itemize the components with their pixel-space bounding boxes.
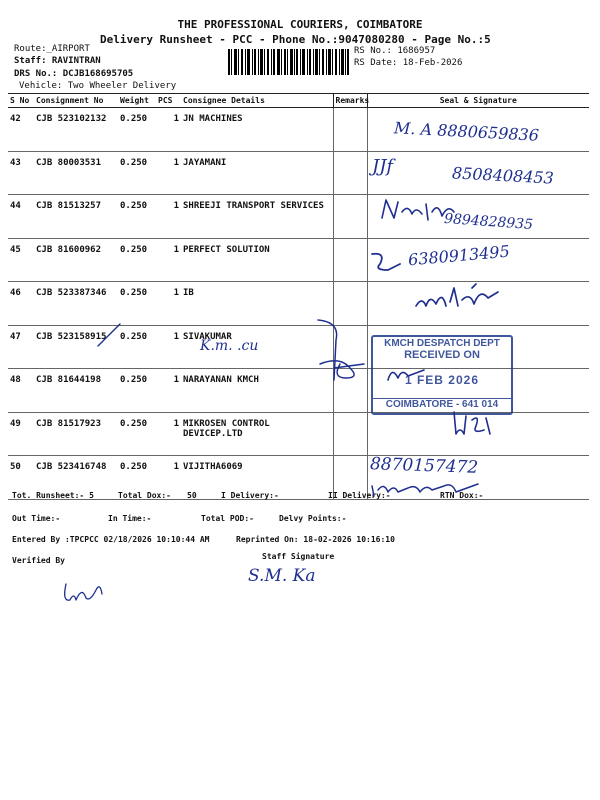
- drs-number: DRS No.: DCJB168695705: [14, 69, 134, 79]
- col-remarks: Remarks: [333, 94, 367, 108]
- handwritten-sign-42: M. A 8880659836: [393, 118, 540, 145]
- cell-consignment: CJB 81644198: [34, 369, 118, 413]
- cell-consignee: PERFECT SOLUTION: [181, 238, 333, 282]
- ii-delivery: II Delivery:-: [328, 491, 391, 500]
- table-row: [8, 412, 589, 456]
- cell-pcs: 1: [156, 369, 181, 413]
- cell-weight: 0.250: [118, 151, 156, 195]
- handwritten-name-50: [368, 476, 488, 498]
- staff-label: Staff: RAVINTRAN: [14, 56, 101, 66]
- staff-signature: S.M. Ka: [248, 566, 316, 586]
- handwritten-stamp-scribble-48: [384, 362, 454, 386]
- cell-weight: 0.250: [118, 282, 156, 326]
- cell-consignment: CJB 81600962: [34, 238, 118, 282]
- verified-by-signature: [60, 572, 110, 612]
- handwritten-remark-47: K.m. .cu: [200, 338, 259, 354]
- stamp-date: 1 FEB 2026: [404, 373, 480, 387]
- cell-weight: 0.250: [118, 238, 156, 282]
- cell-consignee: JAYAMANI: [181, 151, 333, 195]
- cell-sno: 45: [8, 238, 34, 282]
- cell-consignment: CJB 81517923: [34, 412, 118, 456]
- reprinted-on: Reprinted On: 18-02-2026 10:16:10: [236, 535, 395, 544]
- col-sno: S No: [8, 94, 34, 108]
- cell-sno: 50: [8, 456, 34, 500]
- cell-pcs: 1: [156, 108, 181, 152]
- handwritten-initials-49: [446, 408, 496, 438]
- cell-remarks: [333, 238, 367, 282]
- delvy-points: Delvy Points:-: [279, 514, 347, 523]
- rs-number: RS No.: 1686957: [354, 46, 436, 56]
- cell-consignee: SHREEJI TRANSPORT SERVICES: [181, 195, 333, 239]
- verified-by-label: Verified By: [12, 556, 65, 565]
- cell-remarks: [333, 108, 367, 152]
- handwritten-signature-48: [310, 318, 370, 388]
- cell-consignee: NARAYANAN KMCH: [181, 369, 333, 413]
- cell-consignee: JN MACHINES: [181, 108, 333, 152]
- stamp-line1: KMCH DESPATCH DEPT: [384, 338, 500, 349]
- col-pcs: PCS: [156, 94, 181, 108]
- cell-consignee: MIKROSEN CONTROL DEVICEP.LTD: [181, 412, 333, 456]
- cell-consignment: CJB 523387346: [34, 282, 118, 326]
- barcode: [228, 49, 350, 75]
- cell-weight: 0.250: [118, 325, 156, 369]
- cell-consignment: CJB 80003531: [34, 151, 118, 195]
- runsheet-title: Delivery Runsheet - PCC - Phone No.:9047080280 - Page No.:5: [100, 33, 491, 46]
- total-pod: Total POD:-: [201, 514, 254, 523]
- stamp-line3: COIMBATORE - 641 014: [373, 398, 511, 410]
- cell-pcs: 1: [156, 412, 181, 456]
- cell-pcs: 1: [156, 325, 181, 369]
- cell-sno: 47: [8, 325, 34, 369]
- cell-sno: 44: [8, 195, 34, 239]
- cell-sno: 49: [8, 412, 34, 456]
- cell-consignment: CJB 523416748: [34, 456, 118, 500]
- handwritten-phone-50: 8870157472: [369, 454, 479, 478]
- staff-signature-label: Staff Signature: [262, 552, 335, 561]
- handwritten-signature-46: [412, 282, 508, 316]
- cell-consignment: CJB 81513257: [34, 195, 118, 239]
- cell-remarks: [333, 412, 367, 456]
- out-time: Out Time:-: [12, 514, 61, 523]
- company-name: THE PROFESSIONAL COURIERS, COIMBATORE: [177, 18, 423, 31]
- cell-sno: 48: [8, 369, 34, 413]
- col-weight: Weight: [118, 94, 156, 108]
- stamp-line2: RECEIVED ON: [404, 349, 480, 361]
- table-header-row: [8, 94, 589, 108]
- vehicle-label: Vehicle: Two Wheeler Delivery: [19, 81, 177, 91]
- cell-weight: 0.250: [118, 108, 156, 152]
- total-runsheet: Tot. Runsheet:- 5: [12, 491, 94, 500]
- cell-consignee: SIVAKUMAR: [181, 325, 333, 369]
- cell-consignment: CJB 523158915: [34, 325, 118, 369]
- cell-weight: 0.250: [118, 369, 156, 413]
- cell-pcs: 1: [156, 195, 181, 239]
- col-consignment: Consignment No: [34, 94, 118, 108]
- i-delivery: I Delivery:-: [221, 491, 279, 500]
- cell-sno: 46: [8, 282, 34, 326]
- cell-pcs: 1: [156, 151, 181, 195]
- col-seal: Seal & Signature: [367, 94, 589, 108]
- cell-weight: 0.250: [118, 412, 156, 456]
- handwritten-phone-44: 9894828935: [443, 210, 534, 234]
- total-dox-label: Total Dox:-: [118, 491, 171, 500]
- cell-pcs: 1: [156, 238, 181, 282]
- cell-remarks: [333, 195, 367, 239]
- cell-remarks: [333, 151, 367, 195]
- handwritten-initials-43: JJf: [372, 156, 394, 177]
- cell-sno: 42: [8, 108, 34, 152]
- cell-weight: 0.250: [118, 456, 156, 500]
- handwritten-phone-43: 8508408453: [451, 163, 555, 188]
- entered-by: Entered By :TPCPCC 02/18/2026 10:10:44 AM: [12, 535, 210, 544]
- route-label: Route:_AIRPORT: [14, 44, 90, 54]
- cell-consignee: IB: [181, 282, 333, 326]
- handwritten-stroke-47: [94, 320, 124, 350]
- handwritten-phone-45: 6380913495: [407, 241, 511, 270]
- rs-date: RS Date: 18-Feb-2026: [354, 58, 463, 68]
- cell-weight: 0.250: [118, 195, 156, 239]
- table-row: [8, 456, 589, 500]
- handwritten-mark-45: [366, 250, 406, 274]
- cell-consignee: VIJITHA6069: [181, 456, 333, 500]
- col-consignee: Consignee Details: [181, 94, 333, 108]
- rtn-dox: RTN Dox:-: [440, 491, 484, 500]
- cell-sno: 43: [8, 151, 34, 195]
- cell-pcs: 1: [156, 456, 181, 500]
- cell-pcs: 1: [156, 282, 181, 326]
- cell-consignment: CJB 523102132: [34, 108, 118, 152]
- total-dox-value: 50: [187, 491, 197, 500]
- in-time: In Time:-: [108, 514, 152, 523]
